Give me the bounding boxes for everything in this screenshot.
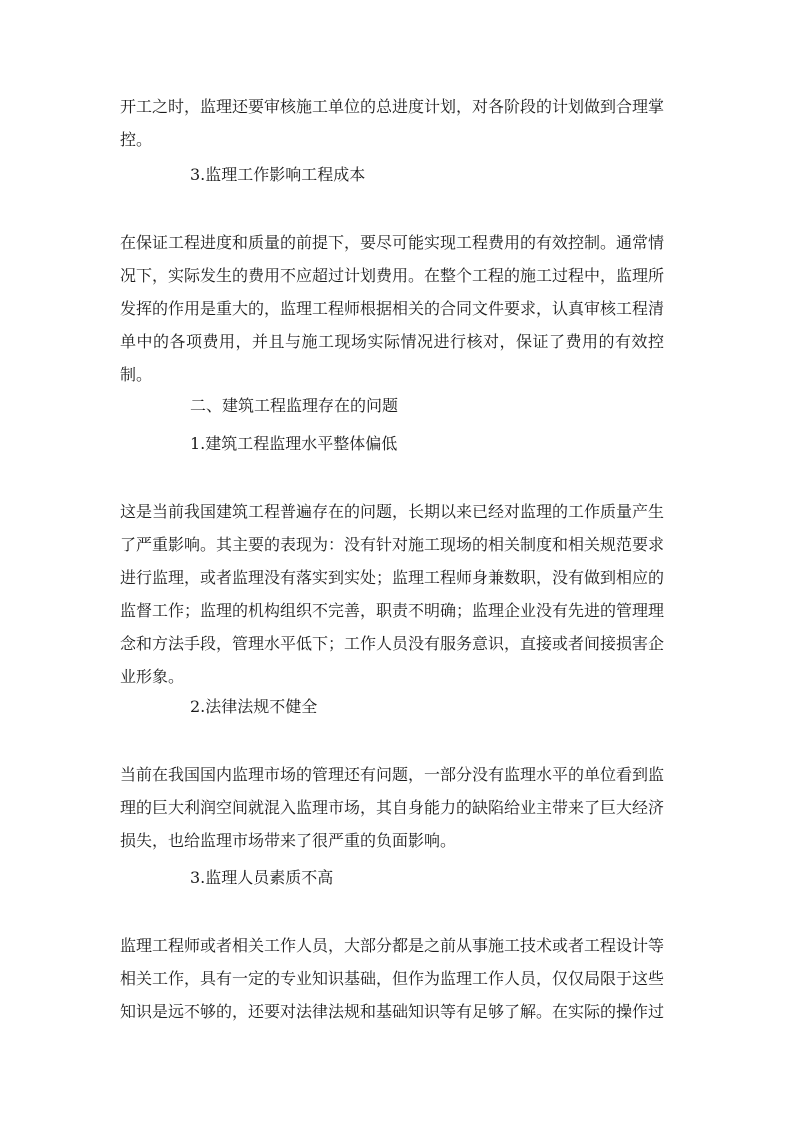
heading-incomplete-laws: 2.法律法规不健全 (190, 697, 318, 716)
heading-staff-quality: 3.监理人员素质不高 (190, 868, 334, 887)
heading-cost-impact: 3.监理工作影响工程成本 (190, 165, 366, 184)
paragraph-low-level-details: 这是当前我国建筑工程普遍存在的问题，长期以来已经对监理的工作质量产生了严重影响。其主要的表现为：没有针对施工现场的相关制度和相关规范要求进行监理，或者监理没有落实到实处；监理工程师身兼数职，没有做到相应的监督工作；监理的机构组织不完善，职责不明确；监理企业没有先进的管理理念和方法手段，管理水平低下；工作人员没有服务意识，直接或者间接损害企业形象。 (120, 502, 665, 686)
paragraph-market-management: 当前在我国国内监理市场的管理还有问题，一部分没有监理水平的单位看到监理的巨大利润空间就混入监理市场，其自身能力的缺陷给业主带来了巨大经济损失，也给监理市场带来了很严重的负面影响。 (120, 765, 665, 850)
heading-low-supervision-level: 1.建筑工程监理水平整体偏低 (190, 434, 398, 453)
paragraph-cost-control: 在保证工程进度和质量的前提下，要尽可能实现工程费用的有效控制。通常情况下，实际发生的费用不应超过计划费用。在整个工程的施工过程中，监理所发挥的作用是重大的，监理工程师根据相关的合同文件要求，认真审核工程清单中的各项费用，并且与施工现场实际情况进行核对，保证了费用的有效控制。 (120, 233, 665, 384)
paragraph-progress-control: 开工之时，监理还要审核施工单位的总进度计划，对各阶段的计划做到合理掌控。 (120, 97, 665, 149)
heading-existing-problems: 二、建筑工程监理存在的问题 (190, 396, 399, 415)
paragraph-staff-knowledge: 监理工程师或者相关工作人员，大部分都是之前从事施工技术或者工程设计等相关工作，具有一定的专业知识基础，但作为监理工作人员，仅仅局限于这些知识是远不够的，还要对法律法规和基础知识等有足够了解。在实际的操作过 (120, 936, 665, 1021)
